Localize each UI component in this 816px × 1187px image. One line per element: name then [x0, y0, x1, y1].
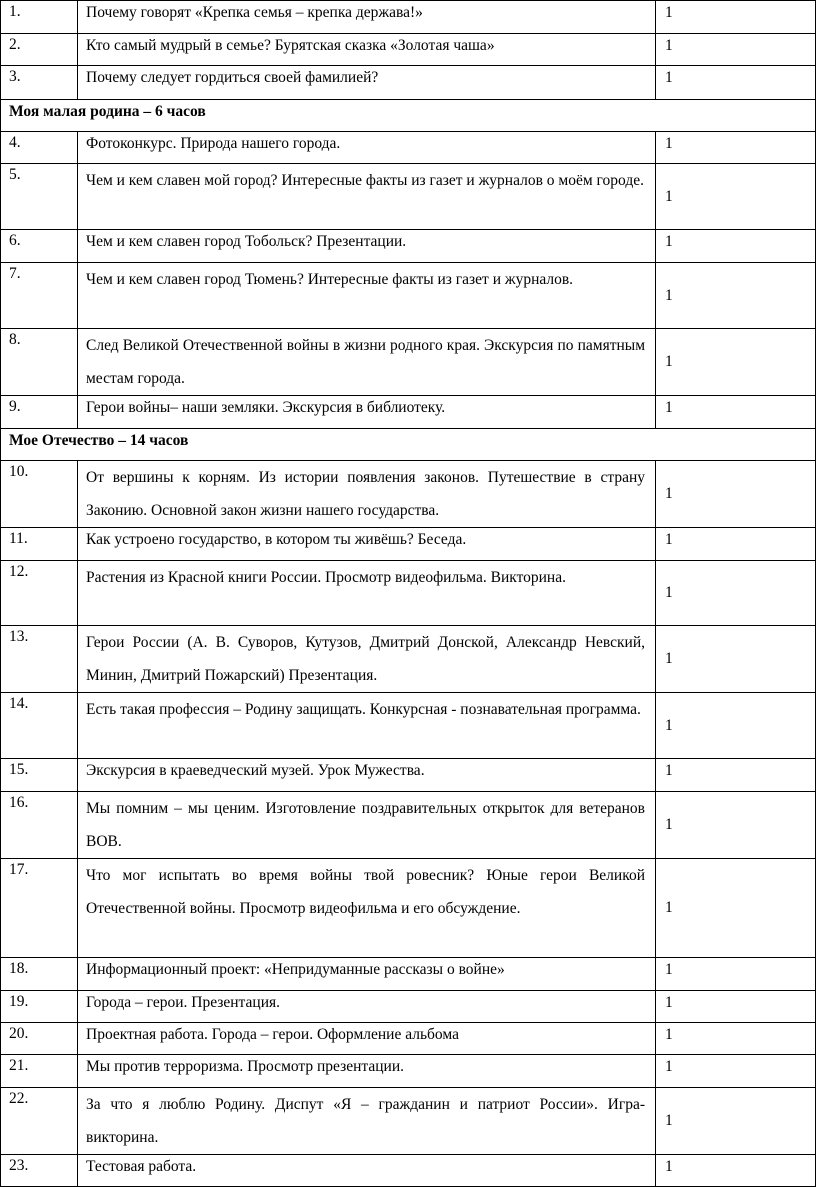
table-row [1, 1055, 816, 1088]
row-topic: Мы помним – мы ценим. Изготовление поздравительных открыток для ветеранов ВОВ. [78, 792, 656, 859]
row-number: 22. [1, 1088, 78, 1155]
row-hours: 1 [656, 164, 816, 230]
row-topic: Тестовая работа. [78, 1155, 656, 1187]
row-number: 17. [1, 859, 78, 958]
section-header-row [1, 429, 816, 461]
table-row [1, 132, 816, 164]
table-row [1, 34, 816, 66]
row-topic: Почему говорят «Крепка семья – крепка держава!» [78, 1, 656, 34]
row-hours: 1 [656, 626, 816, 693]
row-hours: 1 [656, 396, 816, 429]
row-hours: 1 [656, 859, 816, 958]
row-hours: 1 [656, 461, 816, 528]
section-title: Мое Отечество – 14 часов [1, 429, 816, 461]
row-topic: Почему следует гордиться своей фамилией? [78, 66, 656, 100]
row-number: 20. [1, 1023, 78, 1055]
row-number: 21. [1, 1055, 78, 1088]
row-hours: 1 [656, 329, 816, 396]
table-row [1, 1088, 816, 1155]
row-number: 10. [1, 461, 78, 528]
row-number: 3. [1, 66, 78, 100]
row-number: 14. [1, 693, 78, 759]
row-topic: Герои войны– наши земляки. Экскурсия в библиотеку. [78, 396, 656, 429]
row-topic: За что я люблю Родину. Диспут «Я – гражданин и патриот России». Игра-викторина. [78, 1088, 656, 1155]
table-row [1, 958, 816, 991]
row-topic: Чем и кем славен город Тюмень? Интересные факты из газет и журналов. [78, 263, 656, 329]
table-row [1, 230, 816, 263]
table-row [1, 1023, 816, 1055]
row-hours: 1 [656, 230, 816, 263]
section-title: Моя малая родина – 6 часов [1, 100, 816, 132]
row-hours: 1 [656, 561, 816, 626]
table-row [1, 693, 816, 759]
row-topic: Чем и кем славен город Тобольск? Презентации. [78, 230, 656, 263]
row-number: 13. [1, 626, 78, 693]
row-topic: Фотоконкурс. Природа нашего города. [78, 132, 656, 164]
section-header-row [1, 100, 816, 132]
table-row [1, 461, 816, 528]
row-number: 18. [1, 958, 78, 991]
row-number: 15. [1, 759, 78, 792]
table-row [1, 66, 816, 100]
row-topic: Как устроено государство, в котором ты живёшь? Беседа. [78, 528, 656, 561]
row-number: 7. [1, 263, 78, 329]
table-row [1, 164, 816, 230]
row-hours: 1 [656, 1155, 816, 1187]
table-row [1, 561, 816, 626]
row-number: 6. [1, 230, 78, 263]
table-row [1, 1, 816, 34]
row-number: 2. [1, 34, 78, 66]
table-row [1, 329, 816, 396]
row-hours: 1 [656, 1, 816, 34]
row-number: 23. [1, 1155, 78, 1187]
row-topic: Информационный проект: «Непридуманные рассказы о войне» [78, 958, 656, 991]
row-hours: 1 [656, 991, 816, 1023]
table-row [1, 859, 816, 958]
row-hours: 1 [656, 132, 816, 164]
row-topic: Города – герои. Презентация. [78, 991, 656, 1023]
row-topic: Мы против терроризма. Просмотр презентации. [78, 1055, 656, 1088]
row-hours: 1 [656, 792, 816, 859]
row-hours: 1 [656, 958, 816, 991]
table-row [1, 396, 816, 429]
row-number: 12. [1, 561, 78, 626]
row-number: 1. [1, 1, 78, 34]
row-topic: Чем и кем славен мой город? Интересные факты из газет и журналов о моём городе. [78, 164, 656, 230]
row-hours: 1 [656, 693, 816, 759]
table-row [1, 626, 816, 693]
row-number: 8. [1, 329, 78, 396]
row-number: 5. [1, 164, 78, 230]
row-topic: От вершины к корням. Из истории появления законов. Путешествие в страну Законию. Основной закон жизни нашего государства. [78, 461, 656, 528]
row-topic: Растения из Красной книги России. Просмотр видеофильма. Викторина. [78, 561, 656, 626]
row-topic: Экскурсия в краеведческий музей. Урок Мужества. [78, 759, 656, 792]
row-topic: Кто самый мудрый в семье? Бурятская сказка «Золотая чаша» [78, 34, 656, 66]
row-topic: Проектная работа. Города – герои. Оформление альбома [78, 1023, 656, 1055]
table-row [1, 991, 816, 1023]
row-topic: Герои России (А. В. Суворов, Кутузов, Дмитрий Донской, Александр Невский, Минин, Дмитрий Пожарский) Презентация. [78, 626, 656, 693]
row-number: 11. [1, 528, 78, 561]
row-number: 4. [1, 132, 78, 164]
row-hours: 1 [656, 759, 816, 792]
table-row [1, 263, 816, 329]
row-number: 9. [1, 396, 78, 429]
row-hours: 1 [656, 1088, 816, 1155]
table-row [1, 759, 816, 792]
table-row [1, 1155, 816, 1187]
row-hours: 1 [656, 1055, 816, 1088]
row-hours: 1 [656, 263, 816, 329]
row-hours: 1 [656, 528, 816, 561]
row-hours: 1 [656, 66, 816, 100]
row-topic: Есть такая профессия – Родину защищать. Конкурсная - познавательная программа. [78, 693, 656, 759]
row-topic: Что мог испытать во время войны твой ровесник? Юные герои Великой Отечественной войны. Просмотр видеофильма и его обсуждение. [78, 859, 656, 958]
row-hours: 1 [656, 34, 816, 66]
row-hours: 1 [656, 1023, 816, 1055]
row-number: 16. [1, 792, 78, 859]
table-row [1, 528, 816, 561]
table-row [1, 792, 816, 859]
row-topic: След Великой Отечественной войны в жизни родного края. Экскурсия по памятным местам города. [78, 329, 656, 396]
row-number: 19. [1, 991, 78, 1023]
